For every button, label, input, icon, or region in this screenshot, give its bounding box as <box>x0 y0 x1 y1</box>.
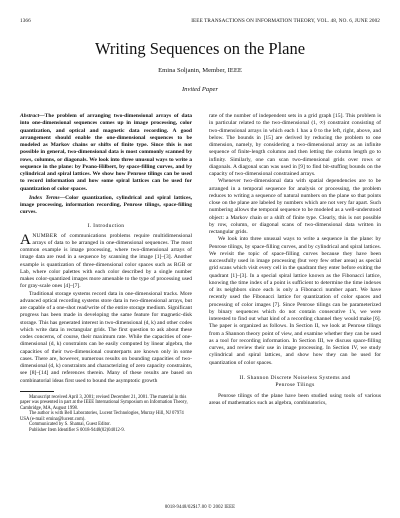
footnote-divider <box>20 391 54 392</box>
journal-header: IEEE TRANSACTIONS ON INFORMATION THEORY, VOL. 48, NO. 6, JUNE 2002 <box>191 18 380 24</box>
drop-cap: A <box>20 231 31 248</box>
right-paragraph-2: Whenever two-dimensional data with spatial dependencies are to be arranged in a temporal sequence for analysis or processing, the problem reduces to writing a sequence of natural numbers on the plane so that points close on the plane are labeled by numbers which are not very far apart. Such numbering allows the temporal sequence to be modeled as a well-understood object: a Markov chain or a shift of finite type. Clearly, this is not possible by row, column, or diagonal scans of two-dimensional data written in rectangular grids. <box>209 178 381 235</box>
section-2-heading-line-1: II. Shannon Discrete Noiseless Systems and <box>239 374 351 381</box>
intro-first-words: NUMBER of <box>32 232 67 239</box>
right-column <box>209 113 381 407</box>
section-1-heading: I. Introduction <box>87 222 125 229</box>
author-line: Emina Soljanin, Member, IEEE <box>158 67 242 74</box>
index-terms-text: Color quantization, cylindrical and spiral lattices, image processing, information recording, Penrose tilings, space-filling curves. <box>20 194 192 216</box>
intro-paragraph-1-text: communications problems require multidimensional arrays of data to be arranged in one-dimensional sequences. The most common example is image processing, where two-dimensional arrays of image data are read in a sequence by scanning the image [1]–[3]. Another example is quantization of three-dimensional color spaces such as RGB or Lab, where color palettes with each color described by a single number makes color-quantized images more amenable to the type of processing used for gray-scale ones [4]–[7]. <box>20 232 192 290</box>
abstract-text: The problem of arranging two-dimensional arrays of data into one-dimensional sequences comes up in image processing, color quantization, and optical and magnetic data recording. A good arrangement should enable the one-dimensional sequences to be modeled as Markov chains or shifts of finite type. Since this is not possible in general, two-dimensional data is most commonly scanned by rows, columns, or diagonals. We look into three unusual ways to write a sequence in the plane: by Peano-Hilbert, by space-filling curves, and by cylindrical and spiral lattices. We show how Penrose tilings can be used to record information and how some spiral lattices can be used for quantization of color spaces. <box>20 113 192 192</box>
abstract-lead: Abstract— <box>20 113 45 119</box>
section-2-heading-line-2: Penrose Tilings <box>275 381 315 388</box>
right-paragraph-3: We look into three unusual ways to write a sequence in the plane: by Penrose tilings, by space-filling curves, and by cylindrical and spiral lattices. We revisit the topic of space-filling curves because they have been successfully used in image processing (but very few other areas) as special grid scans which visit every cell in the quadrant they enter before exiting the quadrant [1]–[3]. In a special spiral lattice known as the Fibonacci lattice, knowing the time index of a point is sufficient to determine the time indexes of its neighbors since each is only a Fibonacci number apart. We have recently used the Fibonacci lattice for quantization of color spaces and processing of color images [7]. Since Penrose tilings can be parameterized by binary sequences which do not contain consecutive 1's, we were interested to find out what kind of a recording channel they would make [6]. The paper is organized as follows. In Section II, we look at Penrose tilings from a Shannon theory point of view, and examine whether they can be used as a tool for recording information. In Section III, we discuss space-filling curves, and review their use in image processing. In Section IV, we study cylindrical and spiral lattices, and show how they can be used for quantization of color spaces. <box>209 236 381 366</box>
footnote-received: Manuscript received April 3, 2001; revised December 21, 2001. The material in this paper was presented in part at the IEEE International Symposium on Information Theory, Cambridge, MA, August 1998. <box>20 394 188 411</box>
footnote-identifier: Publisher Item Identifier S 0018-9448(02)04012-9. <box>29 428 125 434</box>
section-2-heading <box>209 375 381 389</box>
copyright-footer: 0018-9448/02$17.00 © 2002 IEEE <box>164 505 236 510</box>
running-head <box>20 18 380 26</box>
right-paragraph-4: Penrose tilings of the plane have been studied using tools of various areas of mathematics such as algebra, combinatorics, <box>209 392 381 406</box>
index-terms <box>20 195 192 217</box>
intro-paragraph-2: Traditional storage systems record data in one-dimensional tracks. More advanced optical recording systems store data in two-dimensional arrays, but are capable of a one-shot read/write of the entire storage medium. Significant progress has been made in developing the same feature for magnetic-disk storage. This has generated interest in two-dimensional (d, k) and other codes which write data in rectangular grids. The first question to ask about these codes concerns, of course, their maximum rate. While the capacities of one-dimensional (d, k) constraints can be easily computed by linear algebra, the capacities of their two-dimensional counterparts are known only in some cases. There are, however, numerous results on bounding capacities of two-dimensional (d, k) constraints and characterizing of zero capacity constraints, see [8]–[14] and references therein. Many of these results are based on combinatorial ideas first used to bound the asymptotic growth <box>20 290 192 384</box>
footnote-affiliation: The author is with Bell Laboratories, Lucent Technologies, Murray Hill, NJ 07974 USA (e-mail: emina@lucent.com). <box>20 411 184 422</box>
right-paragraph-1: rate of the number of independent sets in a grid graph [15]. This problem is in particular related to the two-dimensional (1, ∞) constraint consisting of two-dimensional arrays in which each 1 has a 0 to the left, right, above, and below. The bounds in [15] are derived by reducing the problem to one dimension, namely, by considering a two-dimensional array as an infinite sequence of finite-length columns and then letting the column length go to infinity. Similarly, one can scan two-dimensional grids over rows or diagonals. A diagonal scan was used in [9] to find bit-stuffing bounds on the capacity of two-dimensional constrained arrays. <box>209 113 381 177</box>
footnote <box>20 395 192 434</box>
page-number: 1366 <box>20 18 31 24</box>
paper-title: Writing Sequences on the Plane <box>94 39 306 58</box>
abstract <box>20 113 192 193</box>
left-column <box>20 113 192 434</box>
intro-paragraph-1 <box>20 233 192 291</box>
footnote-communicated: Communicated by S. Shamai, Guest Editor. <box>29 422 111 428</box>
index-terms-lead: Index Terms— <box>29 194 66 201</box>
paper-type: Invited Paper <box>181 86 219 93</box>
